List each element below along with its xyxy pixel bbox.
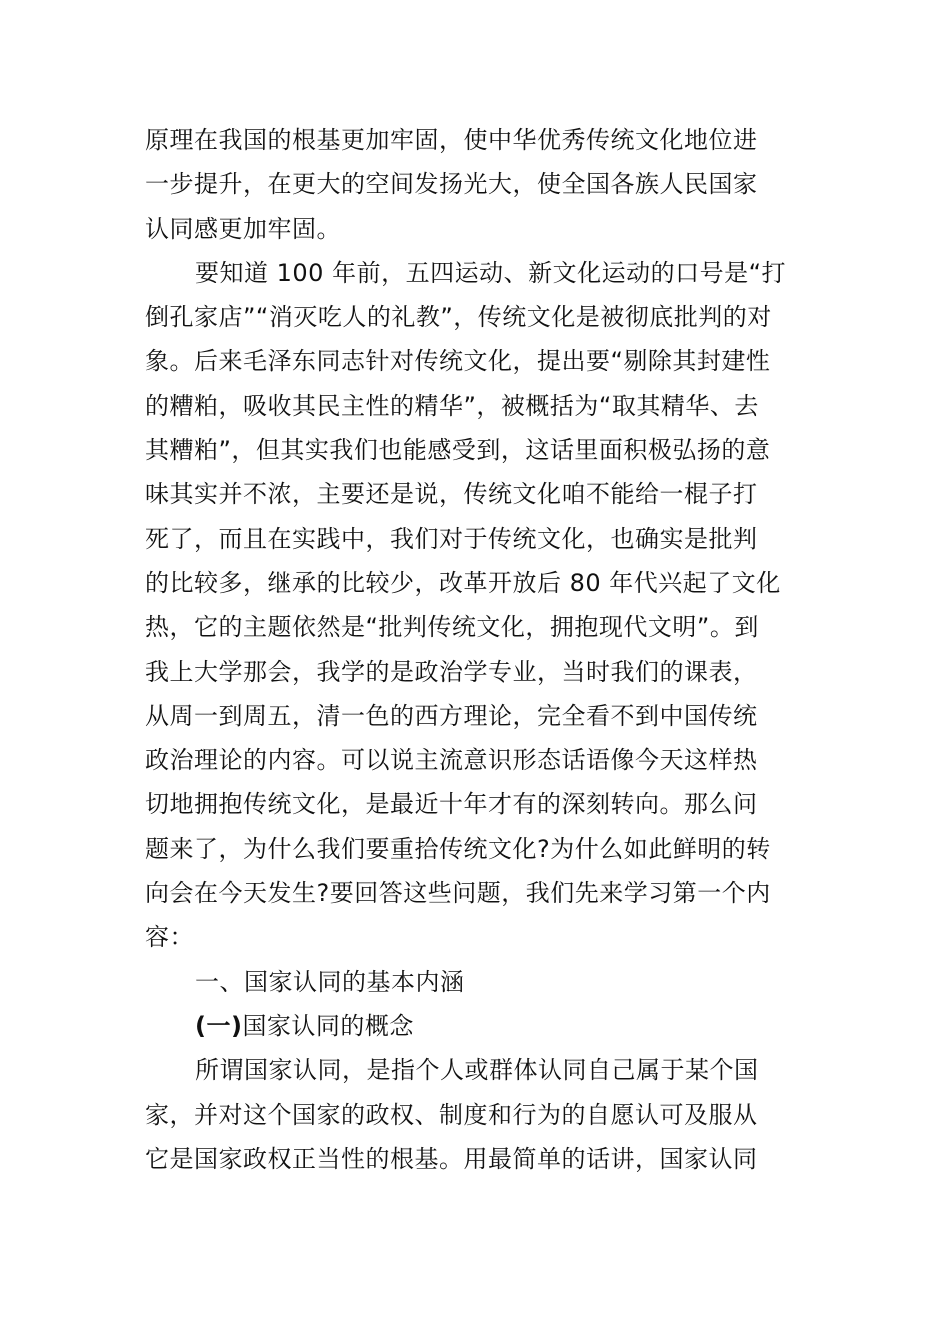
text-line: 的比较多，继承的比较少，改革开放后 80 年代兴起了文化 (145, 568, 781, 597)
text-line: 的糟粕，吸收其民主性的精华”，被概括为“取其精华、去 (145, 391, 759, 420)
text-line: 家，并对这个国家的政权、制度和行为的自愿认可及服从 (145, 1100, 758, 1129)
text-line: 所谓国家认同，是指个人或群体认同自己属于某个国 (195, 1056, 759, 1085)
text-line: 原理在我国的根基更加牢固，使中华优秀传统文化地位进 (145, 126, 758, 154)
text-line: 它是国家政权正当性的根基。用最简单的话讲，国家认同 (145, 1144, 758, 1173)
text-line: 从周一到周五，清一色的西方理论，完全看不到中国传统 (145, 701, 758, 730)
subsection-number: (一) (195, 1011, 243, 1040)
text-line: 题来了，为什么我们要重拾传统文化?为什么如此鲜明的转 (145, 834, 771, 863)
text-line: 象。后来毛泽东同志针对传统文化，提出要“剔除其封建性 (145, 347, 771, 376)
text-line: 我上大学那会，我学的是政治学专业，当时我们的课表， (145, 657, 758, 686)
text-line: 切地拥抱传统文化，是最近十年才有的深刻转向。那么问 (145, 790, 758, 819)
subsection-heading (145, 1004, 807, 1048)
paragraph-2 (145, 251, 807, 960)
document-body (145, 118, 807, 1181)
text-line: 政治理论的内容。可以说主流意识形态话语像今天这样热 (145, 746, 758, 775)
text-line: 一步提升，在更大的空间发扬光大，使全国各族人民国家 (145, 170, 758, 199)
section-heading: 一、国家认同的基本内涵 (195, 967, 465, 996)
paragraph-3 (145, 1048, 807, 1181)
paragraph-1 (145, 118, 807, 251)
text-line: 容： (145, 923, 194, 952)
text-line: 倒孔家店”“消灭吃人的礼教”，传统文化是被彻底批判的对 (145, 303, 772, 332)
text-line: 死了，而且在实践中，我们对于传统文化，也确实是批判 (145, 524, 758, 553)
text-line: 认同感更加牢固。 (145, 214, 341, 243)
text-line: 味其实并不浓，主要还是说，传统文化咱不能给一棍子打 (145, 480, 758, 509)
subsection-title: 国家认同的概念 (242, 1011, 414, 1040)
text-line: 其糟粕”，但其实我们也能感受到，这话里面积极弘扬的意 (145, 436, 771, 465)
text-line: 向会在今天发生?要回答这些问题，我们先来学习第一个内 (145, 879, 771, 908)
text-line: 要知道 100 年前，五四运动、新文化运动的口号是“打 (195, 258, 786, 287)
text-line: 热，它的主题依然是“批判传统文化，拥抱现代文明”。到 (145, 613, 759, 642)
